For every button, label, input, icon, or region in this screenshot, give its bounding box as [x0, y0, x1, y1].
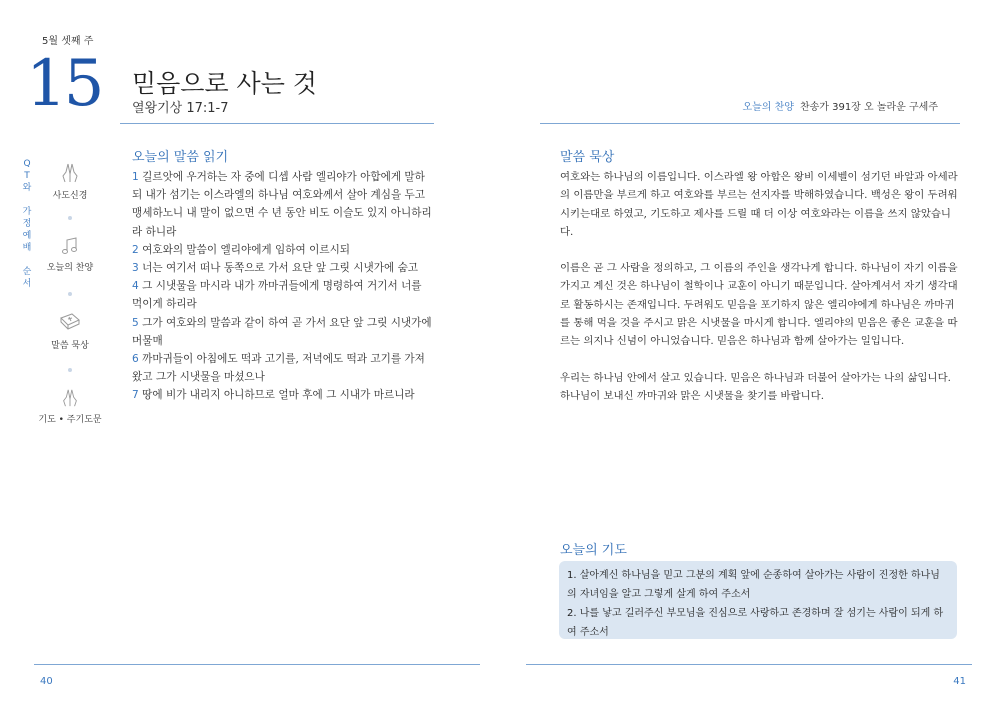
- reading-heading: 오늘의 말씀 읽기: [132, 150, 229, 165]
- verse-number: 2: [132, 243, 139, 256]
- meditation-paragraph: 여호와는 하나님의 이름입니다. 이스라엘 왕 아합은 왕비 이세벨이 섬기던 바알과 아세라의 이름만을 부르게 하고 여호와를 부르는 선지자를 박해하였습니다. 백성은 왕이 두려워 시키는대로 하였고, 기도하고 제사를 드릴 때 더 이상 여호와라는 이름을 쓰지 않았습니다.: [560, 171, 958, 238]
- verse-text: 여호와의 말씀이 엘리야에게 임하여 이르시되: [142, 243, 351, 256]
- page-number-right: 41: [953, 676, 966, 687]
- meditation-paragraph: 우리는 하나님 안에서 살고 있습니다. 믿음은 하나님과 더불어 살아가는 나의 삶입니다. 하나님이 보내신 까마귀와 맑은 시냇물을 찾기를 바랍니다.: [560, 371, 951, 402]
- praying-hands-icon: [60, 388, 80, 408]
- prayer-item: 2. 나를 낳고 길러주신 부모님을 진심으로 사랑하고 존경하며 잘 섬기는 사람이 되게 하여 주소서: [567, 608, 944, 638]
- scripture-reference: 열왕기상 17:1-7: [132, 101, 229, 116]
- music-note-icon: [60, 236, 80, 256]
- day-number: 15: [26, 47, 102, 121]
- sidebar-item-creed: [25, 162, 115, 201]
- verse-text: 까마귀들이 아침에도 떡과 고기를, 저녁에도 떡과 고기를 가져왔고 그가 시냇물을 마셨으나: [132, 353, 425, 384]
- verse-number: 3: [132, 262, 139, 275]
- separator-dot: [68, 216, 72, 220]
- week-label: 5월 셋째 주: [42, 36, 94, 47]
- sidebar-item-meditation: [25, 312, 115, 351]
- separator-dot: [68, 368, 72, 372]
- verse-text: 땅에 비가 내리지 아니하므로 얼마 후에 그 시내가 마르니라: [142, 389, 415, 402]
- verse-text: 그가 여호와의 말씀과 같이 하여 곧 가서 요단 앞 그릿 시냇가에 머물매: [132, 316, 432, 347]
- page-title: 믿음으로 사는 것: [132, 69, 317, 98]
- prayer-box: [559, 561, 957, 639]
- bible-icon: [58, 312, 82, 334]
- sidebar-item-label: 오늘의 찬양: [46, 263, 94, 273]
- divider: [120, 123, 434, 124]
- separator-dot: [68, 292, 72, 296]
- verse-number: 7: [132, 389, 139, 402]
- hymn-text: 찬송가 391장 오 놀라운 구세주: [799, 102, 938, 113]
- prayer-heading: 오늘의 기도: [560, 543, 627, 558]
- divider: [540, 123, 960, 124]
- sidebar-vertical-label: Q T 와 가 정 예 배 순 서: [22, 159, 32, 289]
- verse-text: 길르앗에 우거하는 자 중에 디셉 사람 엘리야가 아합에게 말하되 내가 섬기는 이스라엘의 하나님 여호와께서 살아 계심을 두고 맹세하노니 내 말이 없으면 수 년 동안 비도 이슬도 있지 아니하리라 하니라: [132, 171, 432, 238]
- meditation-heading: 말씀 묵상: [560, 150, 615, 165]
- sidebar-item-prayer: [25, 388, 115, 425]
- footer-rule: [526, 664, 972, 665]
- sidebar-item-label: 기도 • 주기도문: [38, 415, 102, 425]
- sidebar-item-label: 사도신경: [52, 191, 88, 201]
- verse-text: 그 시냇물을 마시라 내가 까마귀들에게 명령하여 거기서 너를 먹이게 하리라: [132, 280, 422, 311]
- footer-rule: [34, 664, 480, 665]
- sidebar-item-hymn: [25, 236, 115, 273]
- meditation-text: [560, 168, 958, 423]
- praying-hands-icon: [59, 162, 81, 184]
- meditation-paragraph: 이름은 곧 그 사람을 정의하고, 그 이름의 주인을 생각나게 합니다. 하나님이 자기 이름을 가지고 계신 것은 하나님이 철학이나 교훈이 아니기 때문입니다. 살아계셔서 자기 생각대로 활동하시는 존재입니다. 두려워도 믿음을 포기하지 않은 엘리야에게 하나님은 까마귀를 통해 먹을 것을 주시고 맑은 시냇물을 마시게 합니다. 엘리야의 믿음은 좋은 교훈을 따르는 의지나 신념이 아니었습니다. 믿음은 하나님과 함께 살아가는 일입니다.: [560, 262, 958, 348]
- verse-number: 4: [132, 280, 139, 293]
- verse-number: 6: [132, 353, 139, 366]
- sidebar-item-label: 말씀 묵상: [51, 341, 89, 351]
- verse-number: 1: [132, 171, 139, 183]
- hymn-info: [742, 98, 938, 113]
- prayer-item: 1. 살아계신 하나님을 믿고 그분의 계획 앞에 순종하여 살아가는 사람이 진정한 하나님의 자녀임을 알고 그렇게 살게 하여 주소서: [567, 570, 940, 600]
- page-number-left: 40: [40, 676, 53, 687]
- verse-text: 너는 여기서 떠나 동쪽으로 가서 요단 앞 그릿 시냇가에 숨고: [142, 262, 419, 275]
- hymn-label: 오늘의 찬양: [742, 102, 794, 113]
- verse-number: 5: [132, 316, 139, 329]
- scripture-text: [132, 168, 434, 405]
